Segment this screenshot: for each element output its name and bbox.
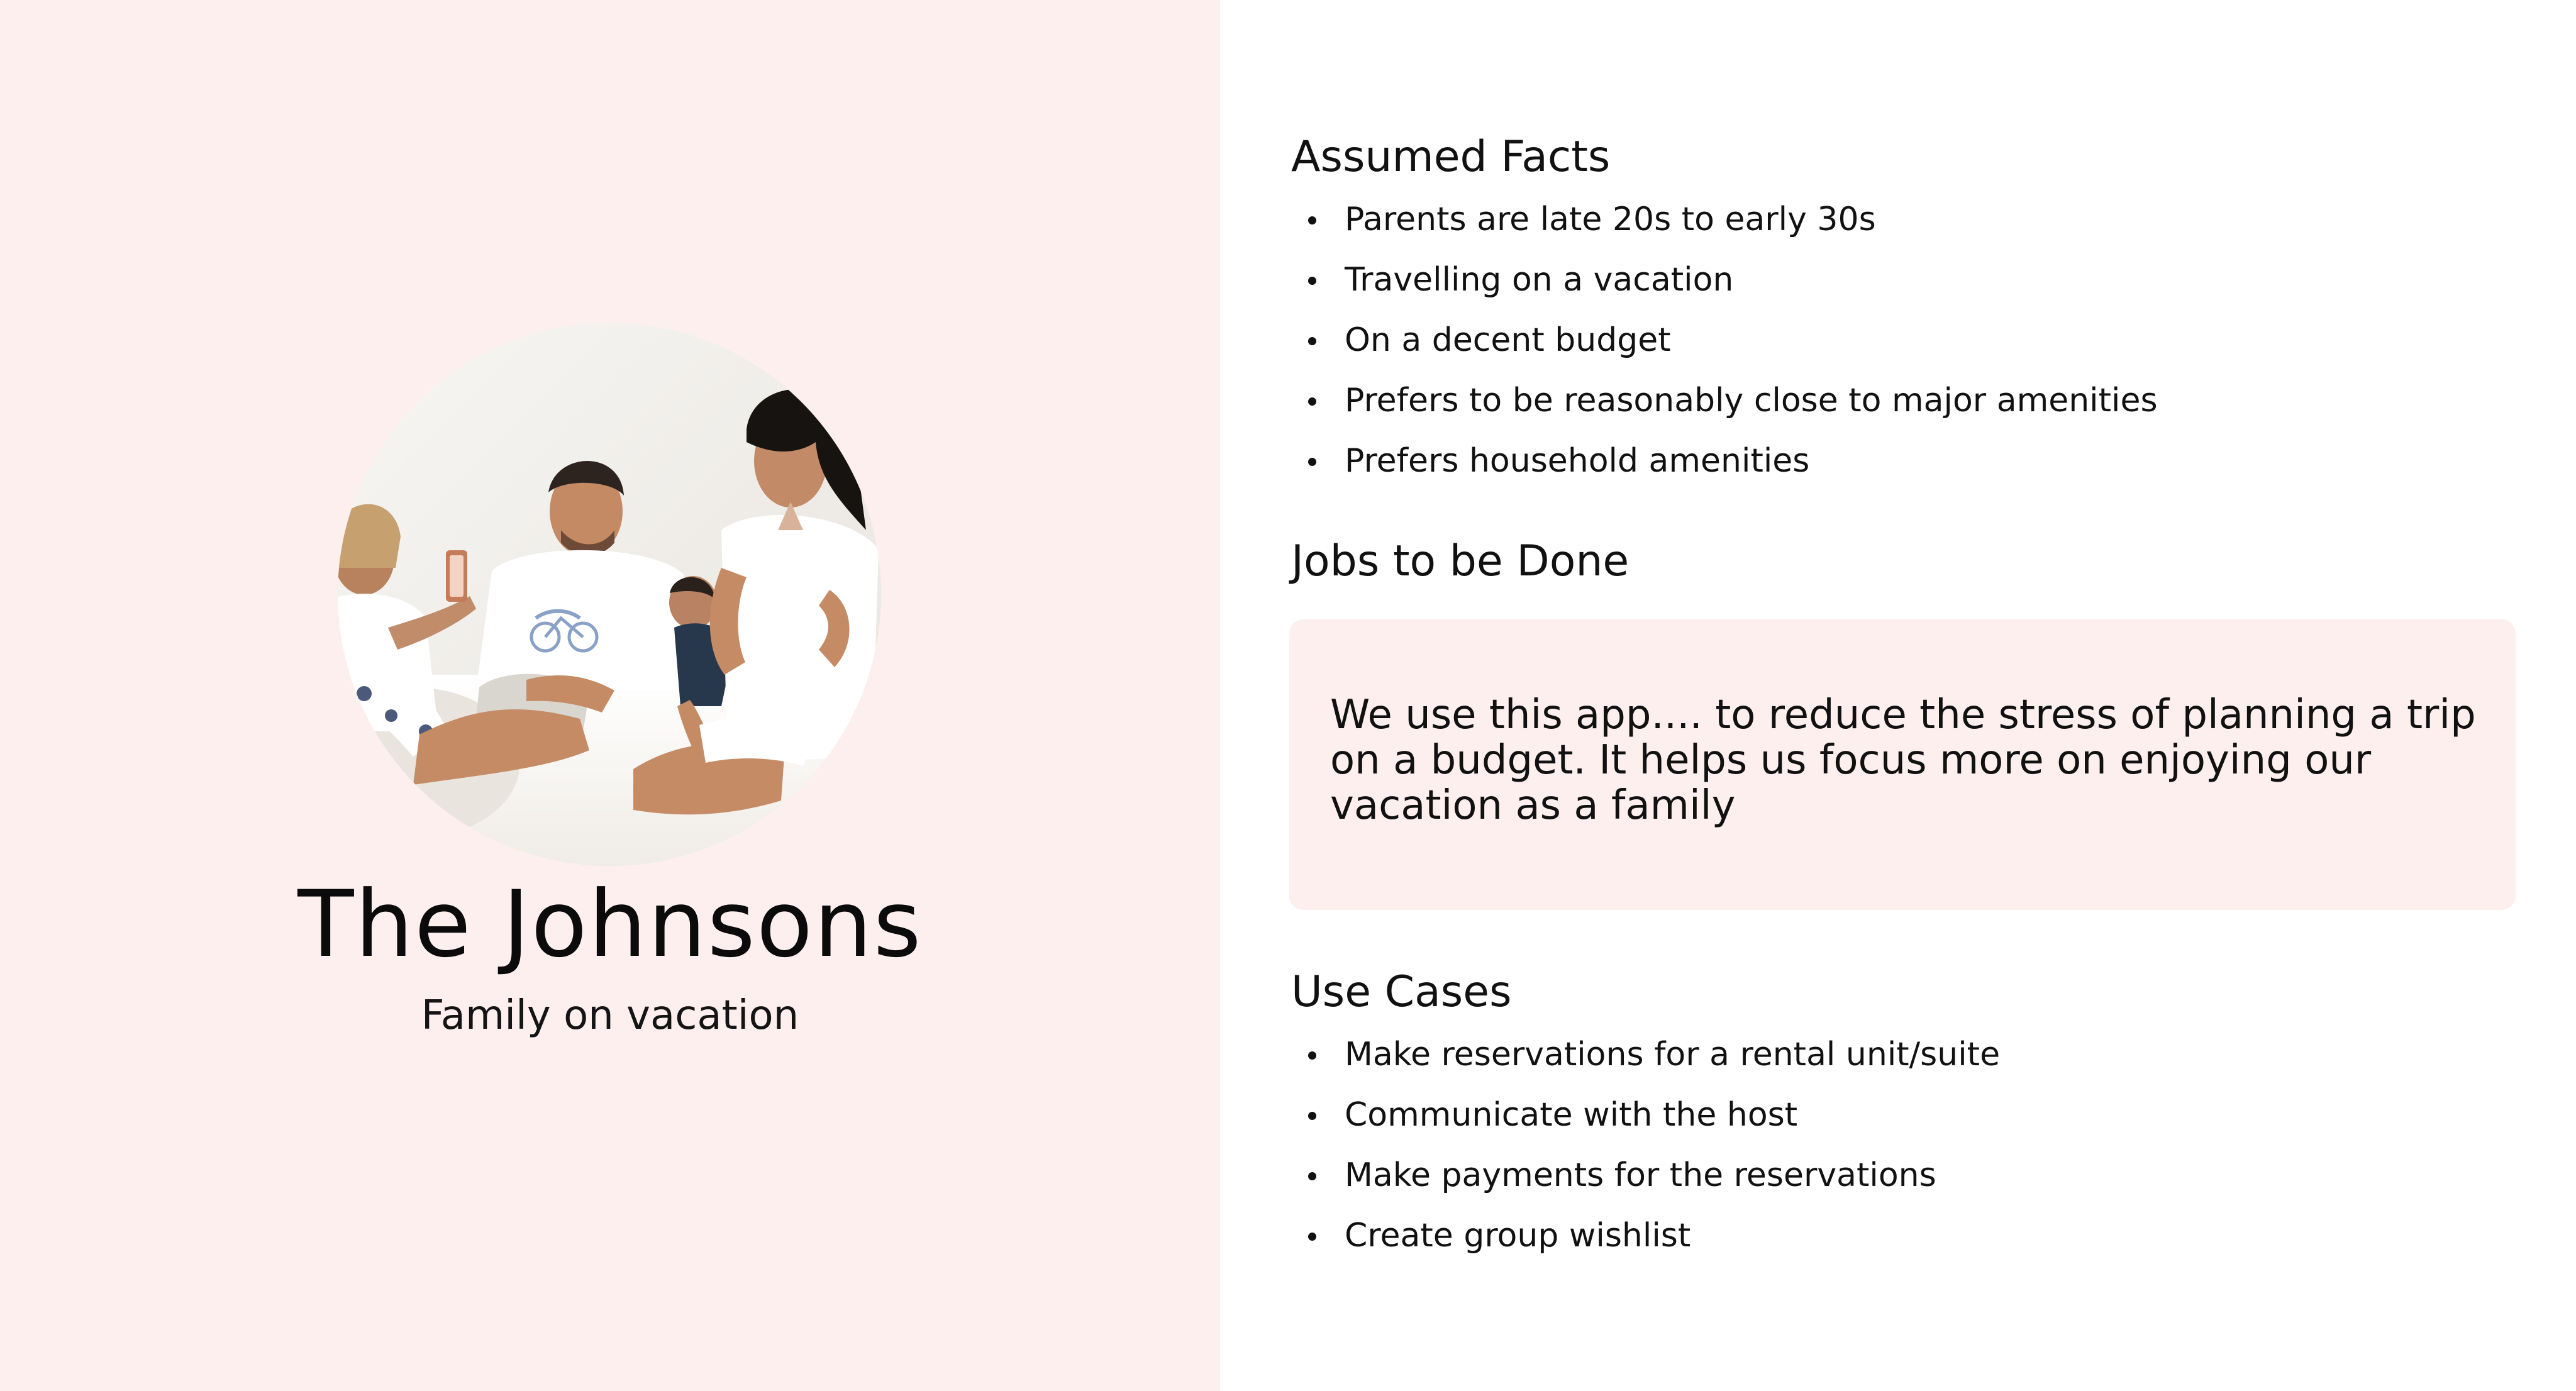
list-item-text: Make reservations for a rental unit/suite: [1345, 1036, 2001, 1073]
bullet-icon: [1308, 1051, 1316, 1060]
family-photo-illustration: [338, 323, 881, 866]
bullet-icon: [1308, 458, 1316, 466]
list-item: [1308, 189, 2158, 250]
list-item-text: Create group wishlist: [1345, 1217, 1691, 1255]
assumed-facts-list: [1308, 189, 2158, 491]
list-item-text: Travelling on a vacation: [1345, 261, 1734, 299]
list-item: [1308, 431, 2158, 491]
persona-name: The Johnsons: [297, 871, 923, 978]
bullet-icon: [1308, 337, 1316, 345]
list-item: [1308, 1205, 2000, 1266]
bullet-icon: [1308, 1112, 1316, 1120]
list-item: [1308, 1145, 2000, 1205]
list-item-text: Prefers to be reasonably close to major amenities: [1345, 382, 2158, 419]
bullet-icon: [1308, 277, 1316, 285]
list-item: [1308, 250, 2158, 310]
list-item-text: Parents are late 20s to early 30s: [1345, 201, 1876, 238]
list-item-text: Make payments for the reservations: [1345, 1156, 1936, 1194]
list-item-text: On a decent budget: [1345, 321, 1671, 359]
bullet-icon: [1308, 216, 1316, 224]
bullet-icon: [1308, 1172, 1316, 1180]
use-cases-title: Use Cases: [1291, 967, 1512, 1017]
jobs-to-be-done-text: We use this app.... to reduce the stress of planning a trip on a budget. It helps us focus more on enjoying our vacation as a family: [1330, 692, 2476, 829]
jobs-to-be-done-title: Jobs to be Done: [1291, 536, 1629, 586]
list-item: [1308, 310, 2158, 370]
list-item-text: Communicate with the host: [1345, 1096, 1798, 1134]
bullet-icon: [1308, 397, 1316, 406]
list-item: [1308, 1085, 2000, 1145]
persona-panel: [0, 0, 1220, 1391]
list-item: [1308, 1024, 2000, 1085]
family-photo: [338, 323, 881, 866]
bullet-icon: [1308, 1233, 1316, 1241]
list-item: [1308, 370, 2158, 431]
list-item-text: Prefers household amenities: [1345, 442, 1810, 480]
assumed-facts-title: Assumed Facts: [1291, 132, 1611, 182]
persona-subtitle: Family on vacation: [421, 992, 799, 1039]
jobs-to-be-done-card: [1289, 619, 2516, 910]
use-cases-list: [1308, 1024, 2000, 1266]
phone-figure: [446, 550, 467, 602]
